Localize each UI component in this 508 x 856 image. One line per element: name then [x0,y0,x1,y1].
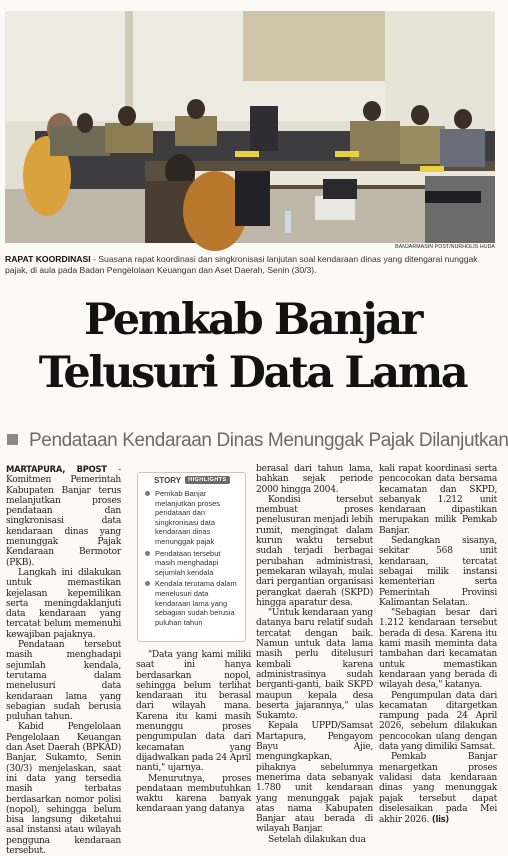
caption-text: - Suasana rapat koordinasi dan singkronisasi lanjutan soal kendaraan dinas yang ditengarai nunggak pajak, di aula pada Badan Pengelolaan Keuangan dan Aset Daerah, Senin (30/3). [5,254,478,276]
news-photo [5,11,495,243]
article-paragraph: Pemkab Banjar menargetkan proses validasi data kendaraan dinas yang menunggak pajak tersebut dapat diselesaikan pada Mei akhir 2026. (lis) [379,752,497,826]
article-paragraph: berasal dari tahun lama, bahkan sejak periode 2000 hingga 2004. [256,464,373,495]
square-bullet-icon [7,434,18,445]
dateline: MARTAPURA, BPOST [6,464,107,474]
signoff: (lis) [431,814,450,825]
article-paragraph: Kepala UPPD/Samsat Martapura, Pengayom Bayu Ajie, mengungkapkan, pihaknya sebelumnya menerima data sebanyak 1.780 unit kendaraan yang menunggak pajak atas nama Kabupaten Banjar atau berada di wilayah Banjar. [256,721,373,835]
story-highlights-box [137,472,246,642]
headline-line-1: Pemkab Banjar [83,295,422,345]
article-paragraph: "Untuk kendaraan yang datanya baru relatif sudah tercatat dengan baik. Namun untuk data lama masih perlu ditelusuri kembali karena administrasinya sudah berganti-ganti, baik SKPD maupun kepala desa beserta jajarannya," ulas Sukamto. [256,608,373,722]
subheadline-text: Pendataan Kendaraan Dinas Menunggak Pajak Dilanjutkan [29,430,508,451]
story-highlights-header [138,473,245,487]
photo-credit: BANJARMASIN POST/NURHOLIS HUDA [395,244,495,250]
article-paragraph: Kondisi tersebut membuat proses penelusuran menjadi lebih rumit, mengingat dalam kurun waktu tersebut sudah terjadi berbagai perubahan administrasi, pemekaran wilayah, mulai dari pergantian organisasi perangkat daerah (SKPD) hingga aparatur desa. [256,494,373,608]
article-paragraph: Pengumpulan data dari kecamatan ditargetkan rampung pada 24 April 2026, sebelum dilakukan pencocokan ulang dengan data yang dimiliki Samsat. [379,690,497,753]
article-paragraph: "Data yang kami miliki saat ini hanya berdasarkan nopol, sehingga belum terlihat kendaraan itu berasal dari wilayah mana. Karena itu kami masih menunggu proses pengumpulan data dari kecamatan yang dijadwalkan pada 24 April nanti," ujarnya. [136,650,251,774]
article-paragraph: Sedangkan sisanya, sekitar 568 unit kendaraan, tercatat sebagai milik instansi kementerian serta Pemerintah Provinsi Kalimantan Selatan. [379,536,497,608]
article-column-1 [6,464,121,856]
article-paragraph: MARTAPURA, BPOST - Komitmen Pemerintah Kabupaten Banjar terus melanjutkan proses pendataan dan singkronisasi data kendaraan dinas yang menunggak Pajak Kendaraan Bermotor (PKB). [6,464,121,568]
article-column-4 [379,464,497,826]
photo-caption [5,254,497,277]
subheadline [7,430,508,452]
headline [0,294,505,400]
highlight-item: Kendala terutama dalam menelusuri data kendaraan lama yang sebagian sudah berusia puluhan tahun [144,579,241,627]
meeting-room-illustration [5,11,495,243]
caption-lead: RAPAT KOORDINASI [5,254,91,264]
article-column-2 [136,650,251,815]
highlight-item: Pemkab Banjar melanjutkan proses pendataan dan singkronisasi data kendaraan dinas menunggak pajak [144,489,241,547]
article-paragraph: Langkah ini dilakukan untuk memastikan kejelasan kepemilikan serta meningdaklanjuti data kendaraan yang tercatat belum memenuhi kewajiban pajaknya. [6,567,121,640]
highlights-list [138,487,245,627]
story-label: STORY [154,475,182,485]
highlights-badge: HIGHLIGHTS [185,476,230,484]
headline-line-2: Telusuri Data Lama [38,348,467,398]
article-paragraph: kali rapat koordinasi serta pencocokan data bersama kecamatan dan SKPD, sebanyak 1.212 unit kendaraan dipastikan merupakan milik Pemkab Banjar. [379,464,497,536]
article-paragraph: Pendataan tersebut masih menghadapi sejumlah kendala, terutama dalam menelusuri data kendaraan lama yang sebagian sudah berusia puluhan tahun. [6,640,121,723]
article-column-3 [256,464,373,845]
article-paragraph: Setelah dilakukan dua [268,834,366,845]
article-paragraph: Menurutnya, proses pendataan membutuhkan waktu karena banyak kendaraan yang datanya [136,773,251,815]
article-paragraph: Kabid Pengelolaan Pengelolaan Keuangan dan Aset Daerah (BPKAD) Banjar, Sukamto, Senin (30/3) menjelaskan, saat ini data yang tersedia masih terbatas berdasarkan nomor polisi (nopol), sehingga belum bisa langsung diketahui asal instansi atau wilayah pengguna kendaraan tersebut. [6,722,121,856]
article-paragraph: "Sebagian besar dari 1.212 kendaraan tersebut berada di desa. Karena itu kami masih meminta data tambahan dari kecamatan untuk memastikan kendaraan yang berada di wilayah desa," katanya. [379,608,497,691]
highlight-item: Pendataan tersebut masih menghadapi sejumlah kendala [144,549,241,578]
